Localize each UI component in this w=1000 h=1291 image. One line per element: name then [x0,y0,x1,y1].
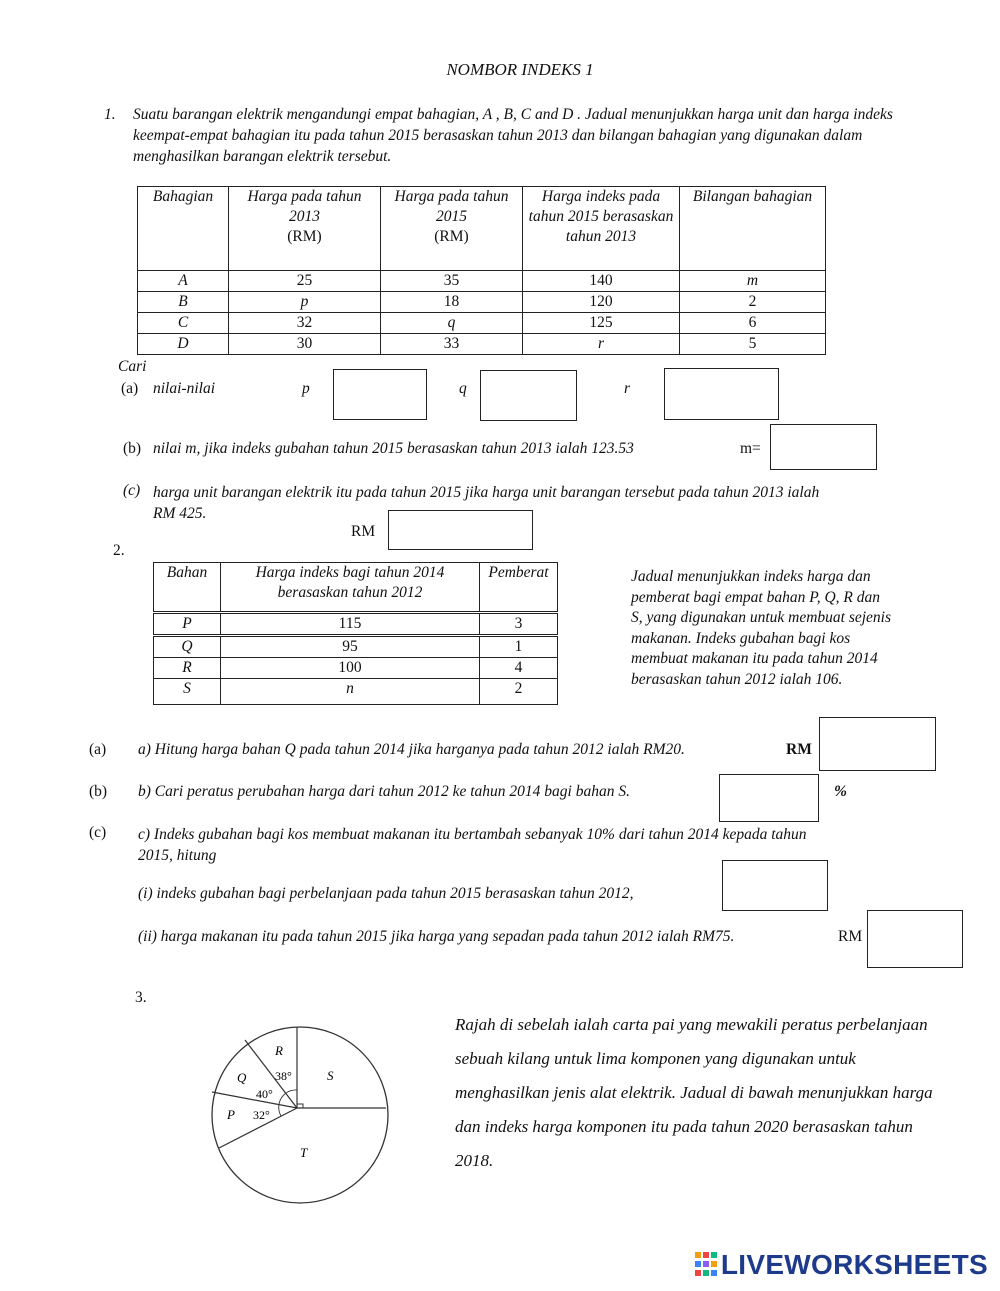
table-cell: 95 [221,636,480,658]
table-cell: 115 [221,613,480,636]
pie-angle-r: 38° [275,1069,292,1083]
q1-b-text: nilai m, jika indeks gubahan tahun 2015 berasaskan tahun 2013 ialah 123.53 [153,440,634,457]
q1-c-text: harga unit barangan elektrik itu pada tahun 2015 jika harga unit barangan tersebut pada tahun 2013 ialah RM 425. [153,484,820,522]
answer-m-input[interactable] [771,425,876,469]
q1-table-header [138,187,826,271]
table-cell: 4 [480,658,558,679]
q1-th-harga2015: Harga pada tahun 2015 (RM) [381,187,523,271]
liveworksheets-logo-icon [695,1252,717,1276]
pie-label-s: S [327,1068,334,1083]
answer-r-box[interactable] [664,368,779,420]
table-cell: B [138,292,229,313]
table-cell: 2 [480,679,558,705]
q2-th-bahan: Bahan [154,563,221,613]
pie-label-q: Q [237,1070,247,1085]
table-row [154,679,558,705]
table-cell: S [154,679,221,705]
answer-2a-input[interactable] [820,718,935,770]
answer-q-box[interactable] [480,370,577,421]
q1-a-text: nilai-nilai [153,380,215,397]
table-cell: R [154,658,221,679]
q1-th-bahagian: Bahagian [138,187,229,271]
answer-p-input[interactable] [334,370,426,419]
table-cell: p [229,292,381,313]
page-title: NOMBOR INDEKS 1 [446,60,594,79]
q1-m-label: m= [740,440,761,457]
q1-th-indeks: Harga indeks pada tahun 2015 berasaskan tahun 2013 [523,187,680,271]
answer-m-box[interactable] [770,424,877,470]
answer-c-box[interactable] [388,510,533,550]
pie-angle-q: 40° [256,1087,273,1101]
answer-2ci-box[interactable] [722,860,828,911]
answer-2ci-input[interactable] [723,861,827,910]
table-cell: Q [154,636,221,658]
table-cell: 18 [381,292,523,313]
table-cell: 140 [523,271,680,292]
q2-a-text: a) Hitung harga bahan Q pada tahun 2014 jika harganya pada tahun 2012 ialah RM20. [138,741,685,758]
q1-c-label: (c) [123,482,141,499]
table-cell: 30 [229,334,381,355]
q1-b-label: (b) [123,440,142,457]
table-cell: 35 [381,271,523,292]
table-cell: n [221,679,480,705]
q1-th-harga2013: Harga pada tahun 2013 (RM) [229,187,381,271]
pie-chart [205,1020,395,1210]
table-cell: 3 [480,613,558,636]
table-cell: 100 [221,658,480,679]
q2-ci-text: (i) indeks gubahan bagi perbelanjaan pada tahun 2015 berasaskan tahun 2012, [138,885,634,902]
q2-number: 2. [113,542,125,559]
q1-cari: Cari [118,358,147,375]
table-cell: 6 [680,313,826,334]
table-cell: 2 [680,292,826,313]
table-cell: r [523,334,680,355]
table-cell: D [138,334,229,355]
table-row [154,636,558,658]
q2-b-unit: % [834,783,847,800]
table-cell: 33 [381,334,523,355]
q1-q-label: q [459,380,467,397]
table-cell: P [154,613,221,636]
table-cell: 1 [480,636,558,658]
answer-2cii-input[interactable] [868,911,962,967]
answer-2cii-box[interactable] [867,910,963,968]
q2-a-label: (a) [89,741,107,758]
liveworksheets-logo [695,1249,988,1281]
q2-note: Jadual menunjukkan indeks harga dan pemberat bagi empat bahan P, Q, R dan S, yang digunakan untuk membuat sejenis makanan. Indeks gubahan bagi kos membuat makanan itu pada tahun 2014 berasaskan tahun 2012 ialah 106. [631,568,892,688]
q2-th-indeks: Harga indeks bagi tahun 2014 berasaskan tahun 2012 [221,563,480,613]
pie-circle [212,1027,388,1203]
q1-rm-label: RM [351,523,376,540]
pie-label-p: P [227,1107,235,1122]
table-cell: m [680,271,826,292]
answer-2b-input[interactable] [720,775,818,821]
q2-c-label: (c) [89,824,107,841]
table-cell: 25 [229,271,381,292]
q2-c-text: c) Indeks gubahan bagi kos membuat makanan itu bertambah sebanyak 10% dari tahun 2014 kepada tahun 2015, hitung [138,826,807,864]
q2-cii-text: (ii) harga makanan itu pada tahun 2015 jika harga yang sepadan pada tahun 2012 ialah RM75. [138,928,735,945]
table-row [138,313,826,334]
answer-2b-box[interactable] [719,774,819,822]
q2-cii-unit: RM [838,928,863,945]
table-cell: A [138,271,229,292]
table-cell: 32 [229,313,381,334]
q2-a-unit: RM [786,741,812,758]
table-row [138,271,826,292]
q1-a-label: (a) [121,380,139,397]
q1-p-label: p [302,380,310,397]
table-cell: q [381,313,523,334]
q2-table [153,562,558,705]
answer-2a-box[interactable] [819,717,936,771]
answer-r-input[interactable] [665,369,778,419]
q2-b-label: (b) [89,783,108,800]
liveworksheets-logo-text: LIVEWORKSHEETS [720,1249,988,1280]
q1-th-bilangan: Bilangan bahagian [680,187,826,271]
pie-label-r: R [275,1043,283,1058]
q2-b-text: b) Cari peratus perubahan harga dari tahun 2012 ke tahun 2014 bagi bahan S. [138,783,630,800]
table-row [138,334,826,355]
q1-r-label: r [624,380,631,397]
q1-table [137,186,826,355]
q1-number: 1. [104,106,116,123]
table-cell: 120 [523,292,680,313]
table-cell: 125 [523,313,680,334]
q1-intro: Suatu barangan elektrik mengandungi empat bahagian, A , B, C and D . Jadual menunjukkan harga unit dan harga indeks keempat-empat bahagian itu pada tahun 2015 berasaskan tahun 2013 dan bilangan bahagian yang digunakan dalam menghasilkan barangan elektrik tersebut. [133,106,893,165]
table-row [154,613,558,636]
table-row [138,292,826,313]
pie-label-t: T [300,1145,308,1160]
table-cell: 5 [680,334,826,355]
answer-c-input[interactable] [389,511,532,549]
q3-text: Rajah di sebelah ialah carta pai yang mewakili peratus perbelanjaan sebuah kilang untuk lima komponen yang digunakan untuk menghasilkan jenis alat elektrik. Jadual di bawah menunjukkan harga dan indeks harga komponen itu pada tahun 2020 berasaskan tahun 2018. [455,1015,933,1170]
answer-q-input[interactable] [481,371,576,420]
q2-th-pemberat: Pemberat [480,563,558,613]
table-row [154,658,558,679]
q3-number: 3. [135,989,147,1006]
q2-table-header [154,563,558,613]
answer-p-box[interactable] [333,369,427,420]
pie-angle-p: 32° [253,1108,270,1122]
table-cell: C [138,313,229,334]
